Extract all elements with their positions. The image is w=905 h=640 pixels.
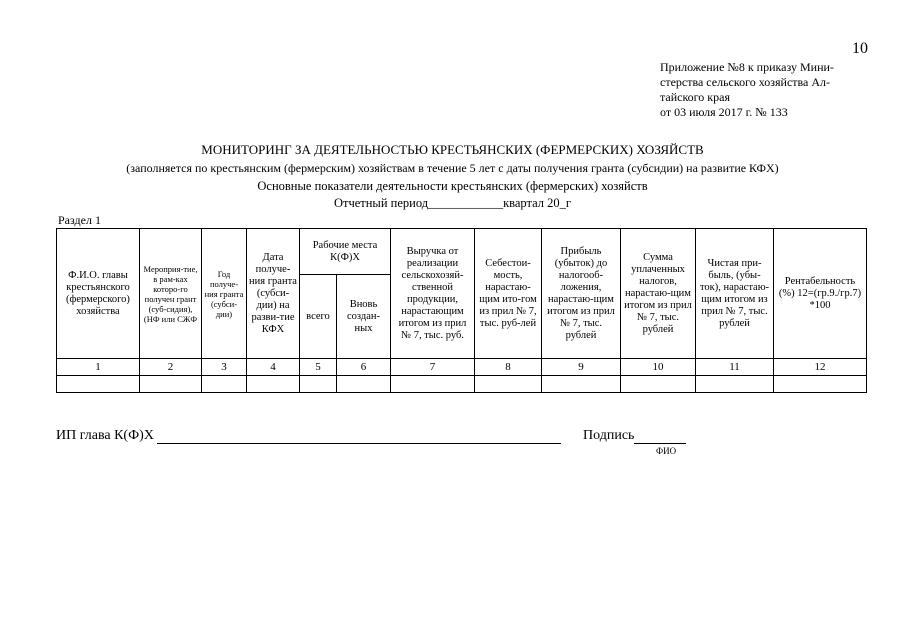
header-taxes-paid: Сумма уплаченных налогов, нарастаю-щим итогом из прил № 7, тыс. рублей [621,229,696,359]
signature-label: ИП глава К(Ф)Х [56,428,154,443]
reporting-period [0,196,905,211]
data-cell [247,376,300,393]
header-event: Мероприя-тие, в рам-ках которо-го получен грант (суб-сидия), (НФ или СЖФ [140,229,202,359]
appendix-line: тайского края [660,90,730,104]
data-cell [774,376,867,393]
period-label: Отчетный период [333,196,429,210]
name-line [157,429,561,444]
header-fio: Ф.И.О. главы крестьянского (фермерского) хозяйства [57,229,140,359]
column-number: 12 [774,359,867,376]
header-profit-before-tax: Прибыль (убыток) до налогооб-ложения, нарастаю-щим итогом из прил № 7, тыс. рублей [542,229,621,359]
section-label: Раздел 1 [58,213,101,227]
column-number: 5 [300,359,337,376]
header-jobs-group: Рабочие места К(Ф)Х [300,229,391,275]
header-jobs-new: Вновь создан-ных [337,275,391,359]
data-cell [475,376,542,393]
data-cell [337,376,391,393]
period-suffix: квартал 20_г [503,196,572,210]
column-number: 9 [542,359,621,376]
header-jobs-total: всего [300,275,337,359]
column-number: 1 [57,359,140,376]
appendix-line: от 03 июля 2017 г. № 133 [660,105,788,119]
sign-block [583,428,686,444]
signature-block [56,428,561,444]
document-title: МОНИТОРИНГ ЗА ДЕЯТЕЛЬНОСТЬЮ КРЕСТЬЯНСКИХ (ФЕРМЕРСКИХ) ХОЗЯЙСТВ [201,142,704,157]
sign-line [634,429,686,444]
header-grant-date: Дата получе-ния гранта (субси-дии) на разви-тие КФХ [247,229,300,359]
header-revenue: Выручка от реализации сельскохозяй-ственной продукции, нарастающим итогом из прил № 7, тыс. руб. [391,229,475,359]
data-cell [391,376,475,393]
page-number: 10 [852,40,868,57]
appendix-note [660,60,834,120]
data-cell [202,376,247,393]
header-cost: Себестои-мость, нарастаю-щим ито-гом из прил № 7, тыс. руб-лей [475,229,542,359]
column-number: 11 [696,359,774,376]
column-number: 8 [475,359,542,376]
column-number: 6 [337,359,391,376]
period-blank: ____________ [428,196,504,210]
sign-label: Подпись [583,428,635,443]
monitoring-table [56,228,867,393]
fio-caption: ФИО [656,446,677,456]
data-cell [140,376,202,393]
column-number-row [57,359,867,376]
column-number: 7 [391,359,475,376]
appendix-line: Приложение №8 к приказу Мини- [660,60,834,74]
document-heading: Основные показатели деятельности крестьянских (фермерских) хозяйств [257,179,648,193]
column-number: 2 [140,359,202,376]
data-cell [542,376,621,393]
header-net-profit: Чистая при-быль, (убы-ток), нарастаю-щим итогом из прил № 7, тыс. рублей [696,229,774,359]
header-grant-year: Год получе-ния гранта (субси-дии) [202,229,247,359]
data-entry-row [57,376,867,393]
column-number: 10 [621,359,696,376]
appendix-line: стерства сельского хозяйства Ал- [660,75,831,89]
header-profitability: Рентабельность (%) 12=(гр.9./гр.7) *100 [774,229,867,359]
data-cell [696,376,774,393]
data-cell [621,376,696,393]
data-cell [57,376,140,393]
column-number: 4 [247,359,300,376]
document-subtitle: (заполняется по крестьянским (фермерским) хозяйствам в течение 5 лет с даты получения гранта (субсидии) на развитие КФХ) [126,161,779,175]
data-cell [300,376,337,393]
column-number: 3 [202,359,247,376]
